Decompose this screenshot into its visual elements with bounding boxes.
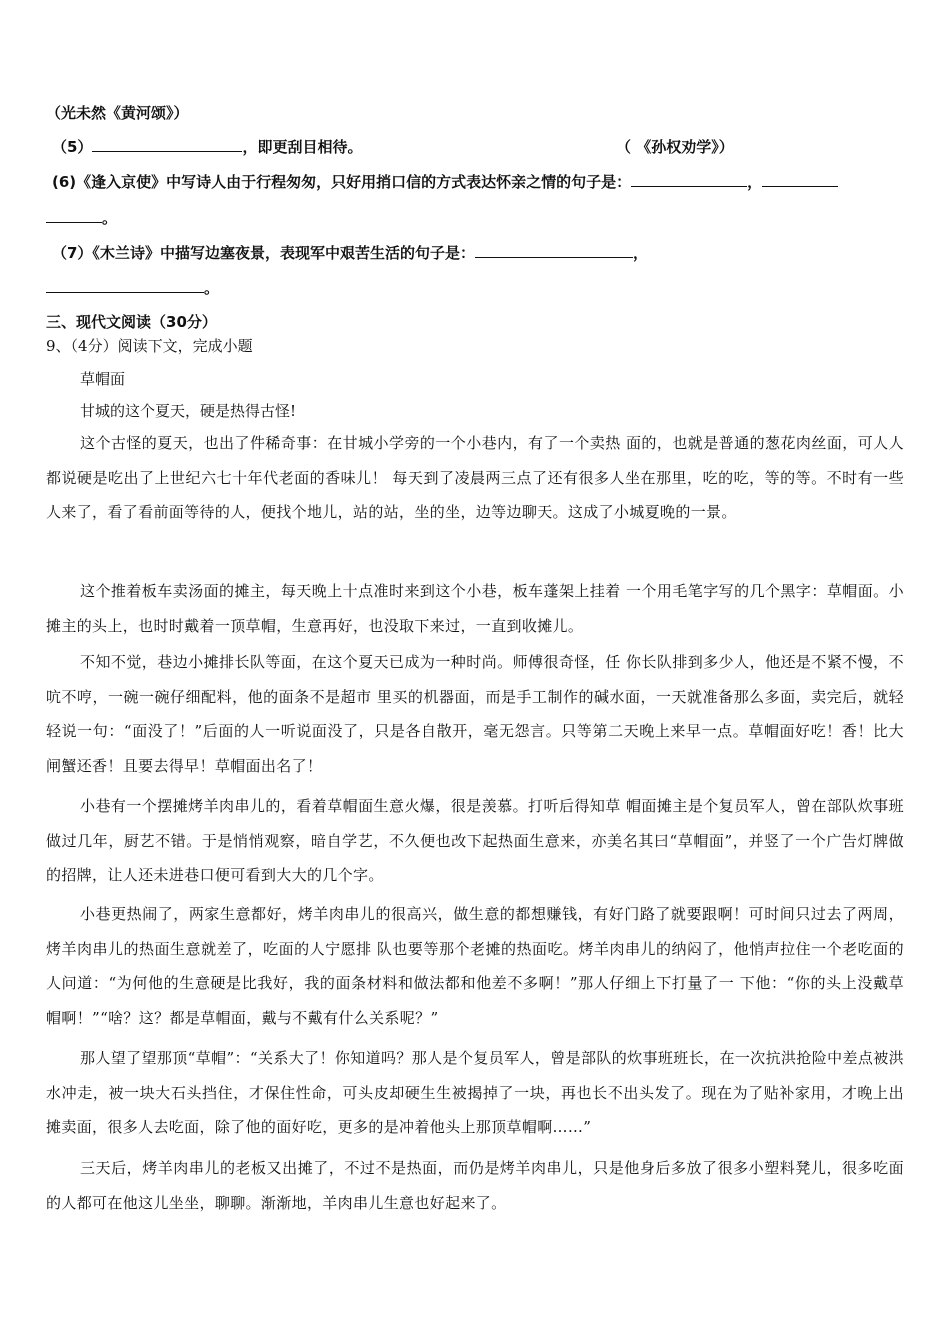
answer-blank-6a[interactable] <box>631 172 747 187</box>
section-heading: 三、现代文阅读（30分） <box>46 313 217 331</box>
answer-blank-7b[interactable] <box>46 278 204 293</box>
article-paragraph-2: 这个推着板车卖汤面的摊主，每天晚上十点准时来到这个小巷，板车蓬架上挂着 一个用毛笔字写的几个黑字：草帽面。小摊主的头上，也时时戴着一顶草帽，生意再好，也没取下来过，一直到收摊儿。 <box>46 582 904 635</box>
answer-blank-6b[interactable] <box>762 172 838 187</box>
question-5-source: （ 《孙权劝学》） <box>616 138 734 156</box>
question-7 <box>52 243 648 263</box>
question-6-continued <box>46 208 117 228</box>
question-7-text: （7）《木兰诗》中描写边塞夜景，表现军中艰苦生活的句子是： <box>52 244 475 262</box>
question-6-separator: ， <box>747 173 763 191</box>
question-7-separator: ， <box>632 244 648 262</box>
article-paragraph-7: 三天后，烤羊肉串儿的老板又出摊了，不过不是热面，而仍是烤羊肉串儿，只是他身后多放了很多小塑料凳儿，很多吃面的人都可在他这儿坐坐，聊聊。渐渐地，羊肉串儿生意也好起来了。 <box>46 1159 904 1212</box>
answer-blank-7a[interactable] <box>475 243 633 258</box>
question-6-text: (6)《逢入京使》中写诗人由于行程匆匆，只好用捎口信的方式表达怀亲之情的句子是： <box>52 173 632 191</box>
article-paragraph-1: 这个古怪的夏天，也出了件稀奇事：在甘城小学旁的一个小巷内，有了一个卖热 面的，也就是普通的葱花肉丝面，可人人都说硬是吃出了上世纪六七十年代老面的香味儿！ 每天到了凌晨两三点了还有很多人坐在那里，吃的吃，等的等。不时有一些人来了，看了看前面等待的人，便找个地儿，站的站，坐的坐，边等边聊天。这成了小城夏晚的一景。 <box>46 434 904 521</box>
source-line-huanghe: （光未然《黄河颂》） <box>46 104 189 122</box>
article-paragraph-4: 小巷有一个摆摊烤羊肉串儿的，看着草帽面生意火爆，很是羡慕。打听后得知草 帽面摊主是个复员军人，曾在部队炊事班做过几年，厨艺不错。于是悄悄观察，暗自学艺，不久便也改下起热面生意来，亦美名其曰“草帽面”，并竖了一个广告灯牌做的招牌，让人还未进巷口便可看到大大的几个字。 <box>46 797 904 884</box>
article-paragraph-6: 那人望了望那顶“草帽”：“关系大了！你知道吗？那人是个复员军人，曾是部队的炊事班班长，在一次抗洪抢险中差点被洪水冲走，被一块大石头挡住，才保住性命，可头皮却硬生生被揭掉了一块，再也长不出头发了。现在为了贴补家用，才晚上出摊卖面，很多人去吃面，除了他的面好吃，更多的是冲着他头上那顶草帽啊……” <box>46 1049 904 1136</box>
question-5-number: （5） <box>52 138 93 156</box>
article-paragraph-5: 小巷更热闹了，两家生意都好，烤羊肉串儿的很高兴，做生意的都想赚钱，有好门路了就要跟啊！可时间只过去了两周，烤羊肉串儿的热面生意就差了，吃面的人宁愿排 队也要等那个老摊的热面吃。烤羊肉串儿的纳闷了，他悄声拉住一个老吃面的人问道：“为何他的生意硬是比我好，我的面条材料和做法都和他差不多啊！”那人仔细上下打量了一 下他：“你的头上没戴草帽啊！”“啥？这？都是草帽面，戴与不戴有什么关系呢？” <box>46 905 904 1027</box>
answer-blank-6c[interactable] <box>46 208 102 223</box>
answer-blank-5[interactable] <box>92 137 242 152</box>
article-lead: 甘城的这个夏天，硬是热得古怪! <box>80 402 297 420</box>
question-7-end: 。 <box>204 279 220 297</box>
question-7-continued <box>46 278 219 298</box>
question-9-prompt: 9、（4分）阅读下文，完成小题 <box>46 337 253 355</box>
question-5 <box>52 137 362 157</box>
question-6 <box>52 172 838 192</box>
question-5-text: ，即更刮目相待。 <box>242 138 363 156</box>
article-title: 草帽面 <box>80 370 126 388</box>
article-paragraph-3: 不知不觉，巷边小摊排长队等面，在这个夏天已成为一种时尚。师傅很奇怪，任 你长队排到多少人，他还是不紧不慢，不吭不哼，一碗一碗仔细配料，他的面条不是超市 里买的机器面，而是手工制作的碱水面，一天就准备那么多面，卖完后，就轻轻说一句：“面没了！”后面的人一听说面没了，只是各自散开，毫无怨言。只等第二天晚上来早一点。草帽面好吃！香！比大闸蟹还香！且要去得早！草帽面出名了！ <box>46 653 904 775</box>
question-6-end: 。 <box>102 209 118 227</box>
